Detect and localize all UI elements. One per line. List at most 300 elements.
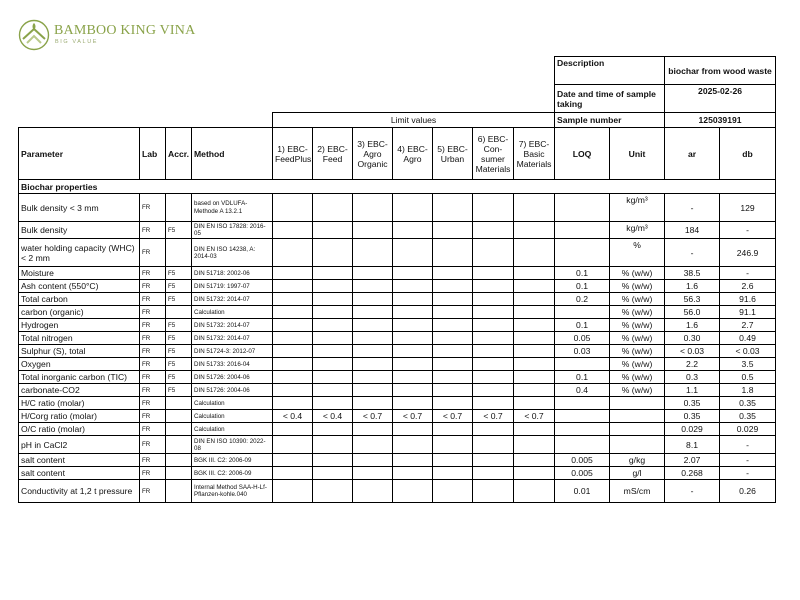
accr-cell: [166, 467, 192, 480]
limit-cell: [514, 345, 555, 358]
limit-cell: [313, 267, 353, 280]
db-cell: -: [720, 467, 776, 480]
limit-cell: [433, 358, 473, 371]
unit-cell: % (w/w): [610, 319, 665, 332]
db-header: db: [720, 128, 776, 180]
limit-cell: [313, 467, 353, 480]
lab-cell: FR: [140, 332, 166, 345]
db-cell: -: [720, 267, 776, 280]
ar-header: ar: [665, 128, 720, 180]
ebc-agro-header: 4) EBC-Agro: [393, 128, 433, 180]
lab-cell: FR: [140, 319, 166, 332]
method-cell: DIN EN ISO 10390: 2022-08: [192, 436, 273, 454]
parameter-cell: Conductivity at 1,2 t pressure: [19, 480, 140, 503]
table-row: [19, 467, 776, 480]
loq-cell: [555, 222, 610, 239]
limit-values-row: [19, 113, 776, 128]
limit-cell: [433, 293, 473, 306]
limit-cell: [393, 423, 433, 436]
unit-cell: % (w/w): [610, 306, 665, 319]
company-logo: [18, 18, 195, 52]
limit-cell: [514, 194, 555, 222]
lab-cell: FR: [140, 194, 166, 222]
accr-header: Accr.: [166, 128, 192, 180]
accr-cell: [166, 306, 192, 319]
method-cell: Calculation: [192, 306, 273, 319]
limit-cell: [353, 345, 393, 358]
method-cell: DIN EN ISO 14238, A: 2014-03: [192, 239, 273, 267]
db-cell: 2.6: [720, 280, 776, 293]
limit-cell: [514, 222, 555, 239]
limit-cell: [514, 267, 555, 280]
db-cell: 0.35: [720, 397, 776, 410]
loq-cell: [555, 423, 610, 436]
limit-cell: [514, 384, 555, 397]
db-cell: -: [720, 436, 776, 454]
unit-cell: kg/m³: [610, 222, 665, 239]
limit-cell: [473, 454, 514, 467]
limit-cell: [473, 267, 514, 280]
limit-cell: [273, 332, 313, 345]
table-row: [19, 397, 776, 410]
lab-cell: FR: [140, 280, 166, 293]
table-row: [19, 384, 776, 397]
limit-cell: [514, 319, 555, 332]
limit-cell: [473, 222, 514, 239]
ar-cell: 0.3: [665, 371, 720, 384]
db-cell: 0.5: [720, 371, 776, 384]
lab-cell: FR: [140, 306, 166, 319]
loq-cell: [555, 436, 610, 454]
ebc-basic-header: 7) EBC-Basic Materials: [514, 128, 555, 180]
parameter-cell: carbon (organic): [19, 306, 140, 319]
table-row: [19, 194, 776, 222]
limit-cell: [393, 358, 433, 371]
parameter-cell: Bulk density < 3 mm: [19, 194, 140, 222]
limit-cell: < 0.7: [473, 410, 514, 423]
accr-cell: F5: [166, 319, 192, 332]
limit-cell: [353, 371, 393, 384]
limit-cell: [353, 239, 393, 267]
section-title: Biochar properties: [19, 180, 776, 194]
limit-cell: [353, 194, 393, 222]
db-cell: 129: [720, 194, 776, 222]
unit-cell: g/kg: [610, 454, 665, 467]
lab-cell: FR: [140, 358, 166, 371]
lab-cell: FR: [140, 371, 166, 384]
limit-cell: [353, 467, 393, 480]
ar-cell: 1.1: [665, 384, 720, 397]
loq-cell: 0.1: [555, 280, 610, 293]
table-row: [19, 454, 776, 467]
limit-cell: [313, 384, 353, 397]
sample-number-label: Sample number: [555, 113, 665, 128]
table-row: [19, 293, 776, 306]
limit-cell: [393, 332, 433, 345]
limit-cell: [353, 384, 393, 397]
limit-cell: [353, 306, 393, 319]
ar-cell: 56.3: [665, 293, 720, 306]
loq-cell: 0.03: [555, 345, 610, 358]
limit-cell: [473, 371, 514, 384]
accr-cell: F5: [166, 384, 192, 397]
limit-cell: [473, 345, 514, 358]
ar-cell: 1.6: [665, 280, 720, 293]
lab-cell: FR: [140, 397, 166, 410]
limit-cell: [433, 480, 473, 503]
table-row: [19, 267, 776, 280]
db-cell: 91.1: [720, 306, 776, 319]
unit-cell: % (w/w): [610, 345, 665, 358]
loq-cell: 0.1: [555, 371, 610, 384]
limit-cell: [393, 319, 433, 332]
limit-cell: [433, 267, 473, 280]
limit-cell: [433, 222, 473, 239]
lab-cell: FR: [140, 239, 166, 267]
limit-cell: [273, 194, 313, 222]
db-cell: 91.6: [720, 293, 776, 306]
limit-cell: [473, 319, 514, 332]
date-row: [19, 85, 776, 113]
limit-cell: [473, 293, 514, 306]
parameter-cell: salt content: [19, 467, 140, 480]
unit-cell: % (w/w): [610, 267, 665, 280]
limit-cell: [473, 239, 514, 267]
db-cell: 246.9: [720, 239, 776, 267]
parameter-cell: Sulphur (S), total: [19, 345, 140, 358]
limit-cell: [313, 280, 353, 293]
limit-cell: [473, 384, 514, 397]
accr-cell: F5: [166, 371, 192, 384]
limit-cell: [433, 280, 473, 293]
limit-cell: [313, 194, 353, 222]
limit-cell: [313, 423, 353, 436]
loq-cell: [555, 410, 610, 423]
lab-cell: FR: [140, 222, 166, 239]
table-row: [19, 239, 776, 267]
date-label: Date and time of sample taking: [555, 85, 665, 113]
limit-cell: [473, 480, 514, 503]
method-cell: Calculation: [192, 410, 273, 423]
limit-cell: [353, 319, 393, 332]
limit-cell: [353, 332, 393, 345]
lab-cell: FR: [140, 467, 166, 480]
loq-header: LOQ: [555, 128, 610, 180]
table-row: [19, 345, 776, 358]
parameter-cell: Oxygen: [19, 358, 140, 371]
loq-cell: [555, 239, 610, 267]
unit-cell: mS/cm: [610, 480, 665, 503]
db-cell: 2.7: [720, 319, 776, 332]
limit-cell: [514, 306, 555, 319]
accr-cell: [166, 397, 192, 410]
limit-cell: [433, 397, 473, 410]
ebc-agro-organic-header: 3) EBC-Agro Organic: [353, 128, 393, 180]
accr-cell: F5: [166, 222, 192, 239]
method-cell: DIN 51724-3: 2012-07: [192, 345, 273, 358]
limit-cell: [313, 371, 353, 384]
loq-cell: 0.005: [555, 454, 610, 467]
parameter-cell: H/Corg ratio (molar): [19, 410, 140, 423]
unit-header: Unit: [610, 128, 665, 180]
method-cell: DIN 51718: 2002-06: [192, 267, 273, 280]
unit-cell: % (w/w): [610, 384, 665, 397]
limit-cell: [433, 345, 473, 358]
column-header-row: [19, 128, 776, 180]
ebc-feedplus-header: 1) EBC-FeedPlus: [273, 128, 313, 180]
limit-cell: [313, 222, 353, 239]
limit-cell: [473, 423, 514, 436]
limit-cell: [273, 293, 313, 306]
ar-cell: 184: [665, 222, 720, 239]
limit-cell: [313, 480, 353, 503]
limit-cell: [273, 222, 313, 239]
limit-cell: [514, 239, 555, 267]
limit-cell: [273, 480, 313, 503]
db-cell: 0.35: [720, 410, 776, 423]
parameter-cell: Total inorganic carbon (TIC): [19, 371, 140, 384]
parameter-header: Parameter: [19, 128, 140, 180]
limit-cell: [353, 280, 393, 293]
limit-cell: [313, 319, 353, 332]
loq-cell: [555, 358, 610, 371]
limit-cell: [393, 480, 433, 503]
parameter-cell: O/C ratio (molar): [19, 423, 140, 436]
table-row: [19, 480, 776, 503]
limit-cell: [273, 371, 313, 384]
limit-cell: [353, 436, 393, 454]
lab-cell: FR: [140, 454, 166, 467]
limit-cell: [433, 332, 473, 345]
method-cell: BGK III. C2: 2006-09: [192, 454, 273, 467]
accr-cell: [166, 194, 192, 222]
limit-cell: [273, 467, 313, 480]
limit-cell: [514, 436, 555, 454]
accr-cell: F5: [166, 345, 192, 358]
unit-cell: %: [610, 239, 665, 267]
limit-cell: [273, 384, 313, 397]
limit-cell: [393, 397, 433, 410]
limit-cell: [433, 306, 473, 319]
method-cell: Calculation: [192, 397, 273, 410]
limit-cell: [514, 358, 555, 371]
accr-cell: F5: [166, 293, 192, 306]
ebc-consumer-header: 6) EBC-Con-sumer Materials: [473, 128, 514, 180]
parameter-cell: pH in CaCl2: [19, 436, 140, 454]
limit-cell: [433, 371, 473, 384]
limit-cell: [393, 454, 433, 467]
ebc-urban-header: 5) EBC-Urban: [433, 128, 473, 180]
limit-cell: [273, 239, 313, 267]
lab-cell: FR: [140, 384, 166, 397]
parameter-cell: Moisture: [19, 267, 140, 280]
db-cell: 3.5: [720, 358, 776, 371]
limit-cell: [473, 467, 514, 480]
loq-cell: 0.2: [555, 293, 610, 306]
unit-cell: g/l: [610, 467, 665, 480]
db-cell: -: [720, 222, 776, 239]
description-value: biochar from wood waste: [665, 57, 776, 85]
limit-cell: [433, 239, 473, 267]
lab-cell: FR: [140, 267, 166, 280]
ar-cell: 38.5: [665, 267, 720, 280]
accr-cell: [166, 480, 192, 503]
method-cell: DIN 51719: 1997-07: [192, 280, 273, 293]
table-row: [19, 410, 776, 423]
loq-cell: [555, 194, 610, 222]
limit-cell: [393, 371, 433, 384]
unit-cell: [610, 410, 665, 423]
limit-cell: [514, 397, 555, 410]
parameter-cell: Hydrogen: [19, 319, 140, 332]
limit-cell: [313, 397, 353, 410]
parameter-cell: Total carbon: [19, 293, 140, 306]
limit-cell: [353, 454, 393, 467]
limit-cell: [433, 194, 473, 222]
limit-cell: [313, 358, 353, 371]
unit-cell: % (w/w): [610, 358, 665, 371]
limit-cell: [313, 454, 353, 467]
limit-cell: [313, 436, 353, 454]
accr-cell: F5: [166, 267, 192, 280]
limit-cell: [514, 293, 555, 306]
limit-cell: [273, 397, 313, 410]
loq-cell: 0.1: [555, 319, 610, 332]
ar-cell: < 0.03: [665, 345, 720, 358]
lab-header: Lab: [140, 128, 166, 180]
loq-cell: [555, 306, 610, 319]
description-row: [19, 57, 776, 85]
unit-cell: % (w/w): [610, 293, 665, 306]
leaf-logo-icon: [18, 19, 50, 51]
limit-cell: [313, 306, 353, 319]
limit-cell: < 0.7: [433, 410, 473, 423]
limit-cell: [473, 306, 514, 319]
table-row: [19, 423, 776, 436]
unit-cell: % (w/w): [610, 280, 665, 293]
db-cell: 0.029: [720, 423, 776, 436]
limit-cell: [514, 423, 555, 436]
limit-cell: [313, 239, 353, 267]
limit-cell: [313, 345, 353, 358]
method-cell: BGK III. C2: 2006-09: [192, 467, 273, 480]
limit-cell: [473, 397, 514, 410]
lab-cell: FR: [140, 423, 166, 436]
loq-cell: 0.005: [555, 467, 610, 480]
limit-cell: < 0.7: [514, 410, 555, 423]
limit-cell: [514, 480, 555, 503]
limit-cell: < 0.7: [353, 410, 393, 423]
method-cell: Internal Method SAA-H-Lf-Pflanzen-kohle.040: [192, 480, 273, 503]
parameter-cell: Ash content (550°C): [19, 280, 140, 293]
limit-cell: [273, 436, 313, 454]
method-cell: DIN 51732: 2014-07: [192, 319, 273, 332]
table-row: [19, 371, 776, 384]
limit-cell: [353, 358, 393, 371]
limit-cell: [473, 332, 514, 345]
limit-cell: [393, 239, 433, 267]
db-cell: -: [720, 454, 776, 467]
unit-cell: [610, 397, 665, 410]
accr-cell: [166, 436, 192, 454]
limit-cell: [433, 423, 473, 436]
limit-cell: < 0.4: [313, 410, 353, 423]
unit-cell: % (w/w): [610, 332, 665, 345]
ar-cell: 56.0: [665, 306, 720, 319]
method-cell: based on VDLUFA-Methode A 13.2.1: [192, 194, 273, 222]
limit-cell: [273, 358, 313, 371]
loq-cell: 0.1: [555, 267, 610, 280]
limit-cell: [473, 358, 514, 371]
limit-cell: [433, 467, 473, 480]
accr-cell: F5: [166, 358, 192, 371]
limit-cell: [273, 306, 313, 319]
limit-cell: [313, 332, 353, 345]
description-label: Description: [555, 57, 665, 85]
limit-cell: [433, 454, 473, 467]
limit-cell: [433, 436, 473, 454]
table-row: [19, 306, 776, 319]
limit-cell: [353, 293, 393, 306]
limit-cell: [393, 436, 433, 454]
method-cell: Calculation: [192, 423, 273, 436]
table-row: [19, 319, 776, 332]
unit-cell: [610, 436, 665, 454]
limit-cell: [473, 436, 514, 454]
ar-cell: 0.35: [665, 410, 720, 423]
lab-cell: FR: [140, 436, 166, 454]
limit-cell: [514, 371, 555, 384]
loq-cell: [555, 397, 610, 410]
accr-cell: [166, 423, 192, 436]
date-value: 2025-02-26: [665, 85, 776, 113]
ebc-feed-header: 2) EBC-Feed: [313, 128, 353, 180]
table-row: [19, 358, 776, 371]
limit-cell: [393, 384, 433, 397]
loq-cell: 0.01: [555, 480, 610, 503]
limit-cell: [514, 467, 555, 480]
brand-tagline: BIG VALUE: [55, 39, 99, 46]
parameter-cell: H/C ratio (molar): [19, 397, 140, 410]
limit-cell: [393, 345, 433, 358]
method-header: Method: [192, 128, 273, 180]
parameter-cell: Total nitrogen: [19, 332, 140, 345]
ar-cell: -: [665, 194, 720, 222]
accr-cell: F5: [166, 332, 192, 345]
method-cell: DIN 51733: 2016-04: [192, 358, 273, 371]
limit-cell: [514, 332, 555, 345]
unit-cell: [610, 423, 665, 436]
loq-cell: 0.4: [555, 384, 610, 397]
limit-cell: [514, 280, 555, 293]
limit-cell: [393, 293, 433, 306]
limit-cell: [433, 384, 473, 397]
limit-cell: [273, 454, 313, 467]
method-cell: DIN 51726: 2004-06: [192, 384, 273, 397]
limit-cell: [353, 267, 393, 280]
accr-cell: [166, 239, 192, 267]
limit-cell: [514, 454, 555, 467]
ar-cell: -: [665, 239, 720, 267]
limit-cell: [273, 345, 313, 358]
limit-cell: [273, 267, 313, 280]
table-row: [19, 436, 776, 454]
lab-cell: FR: [140, 480, 166, 503]
lab-cell: FR: [140, 410, 166, 423]
section-row: [19, 180, 776, 194]
results-table: [18, 56, 776, 503]
limit-cell: [393, 467, 433, 480]
